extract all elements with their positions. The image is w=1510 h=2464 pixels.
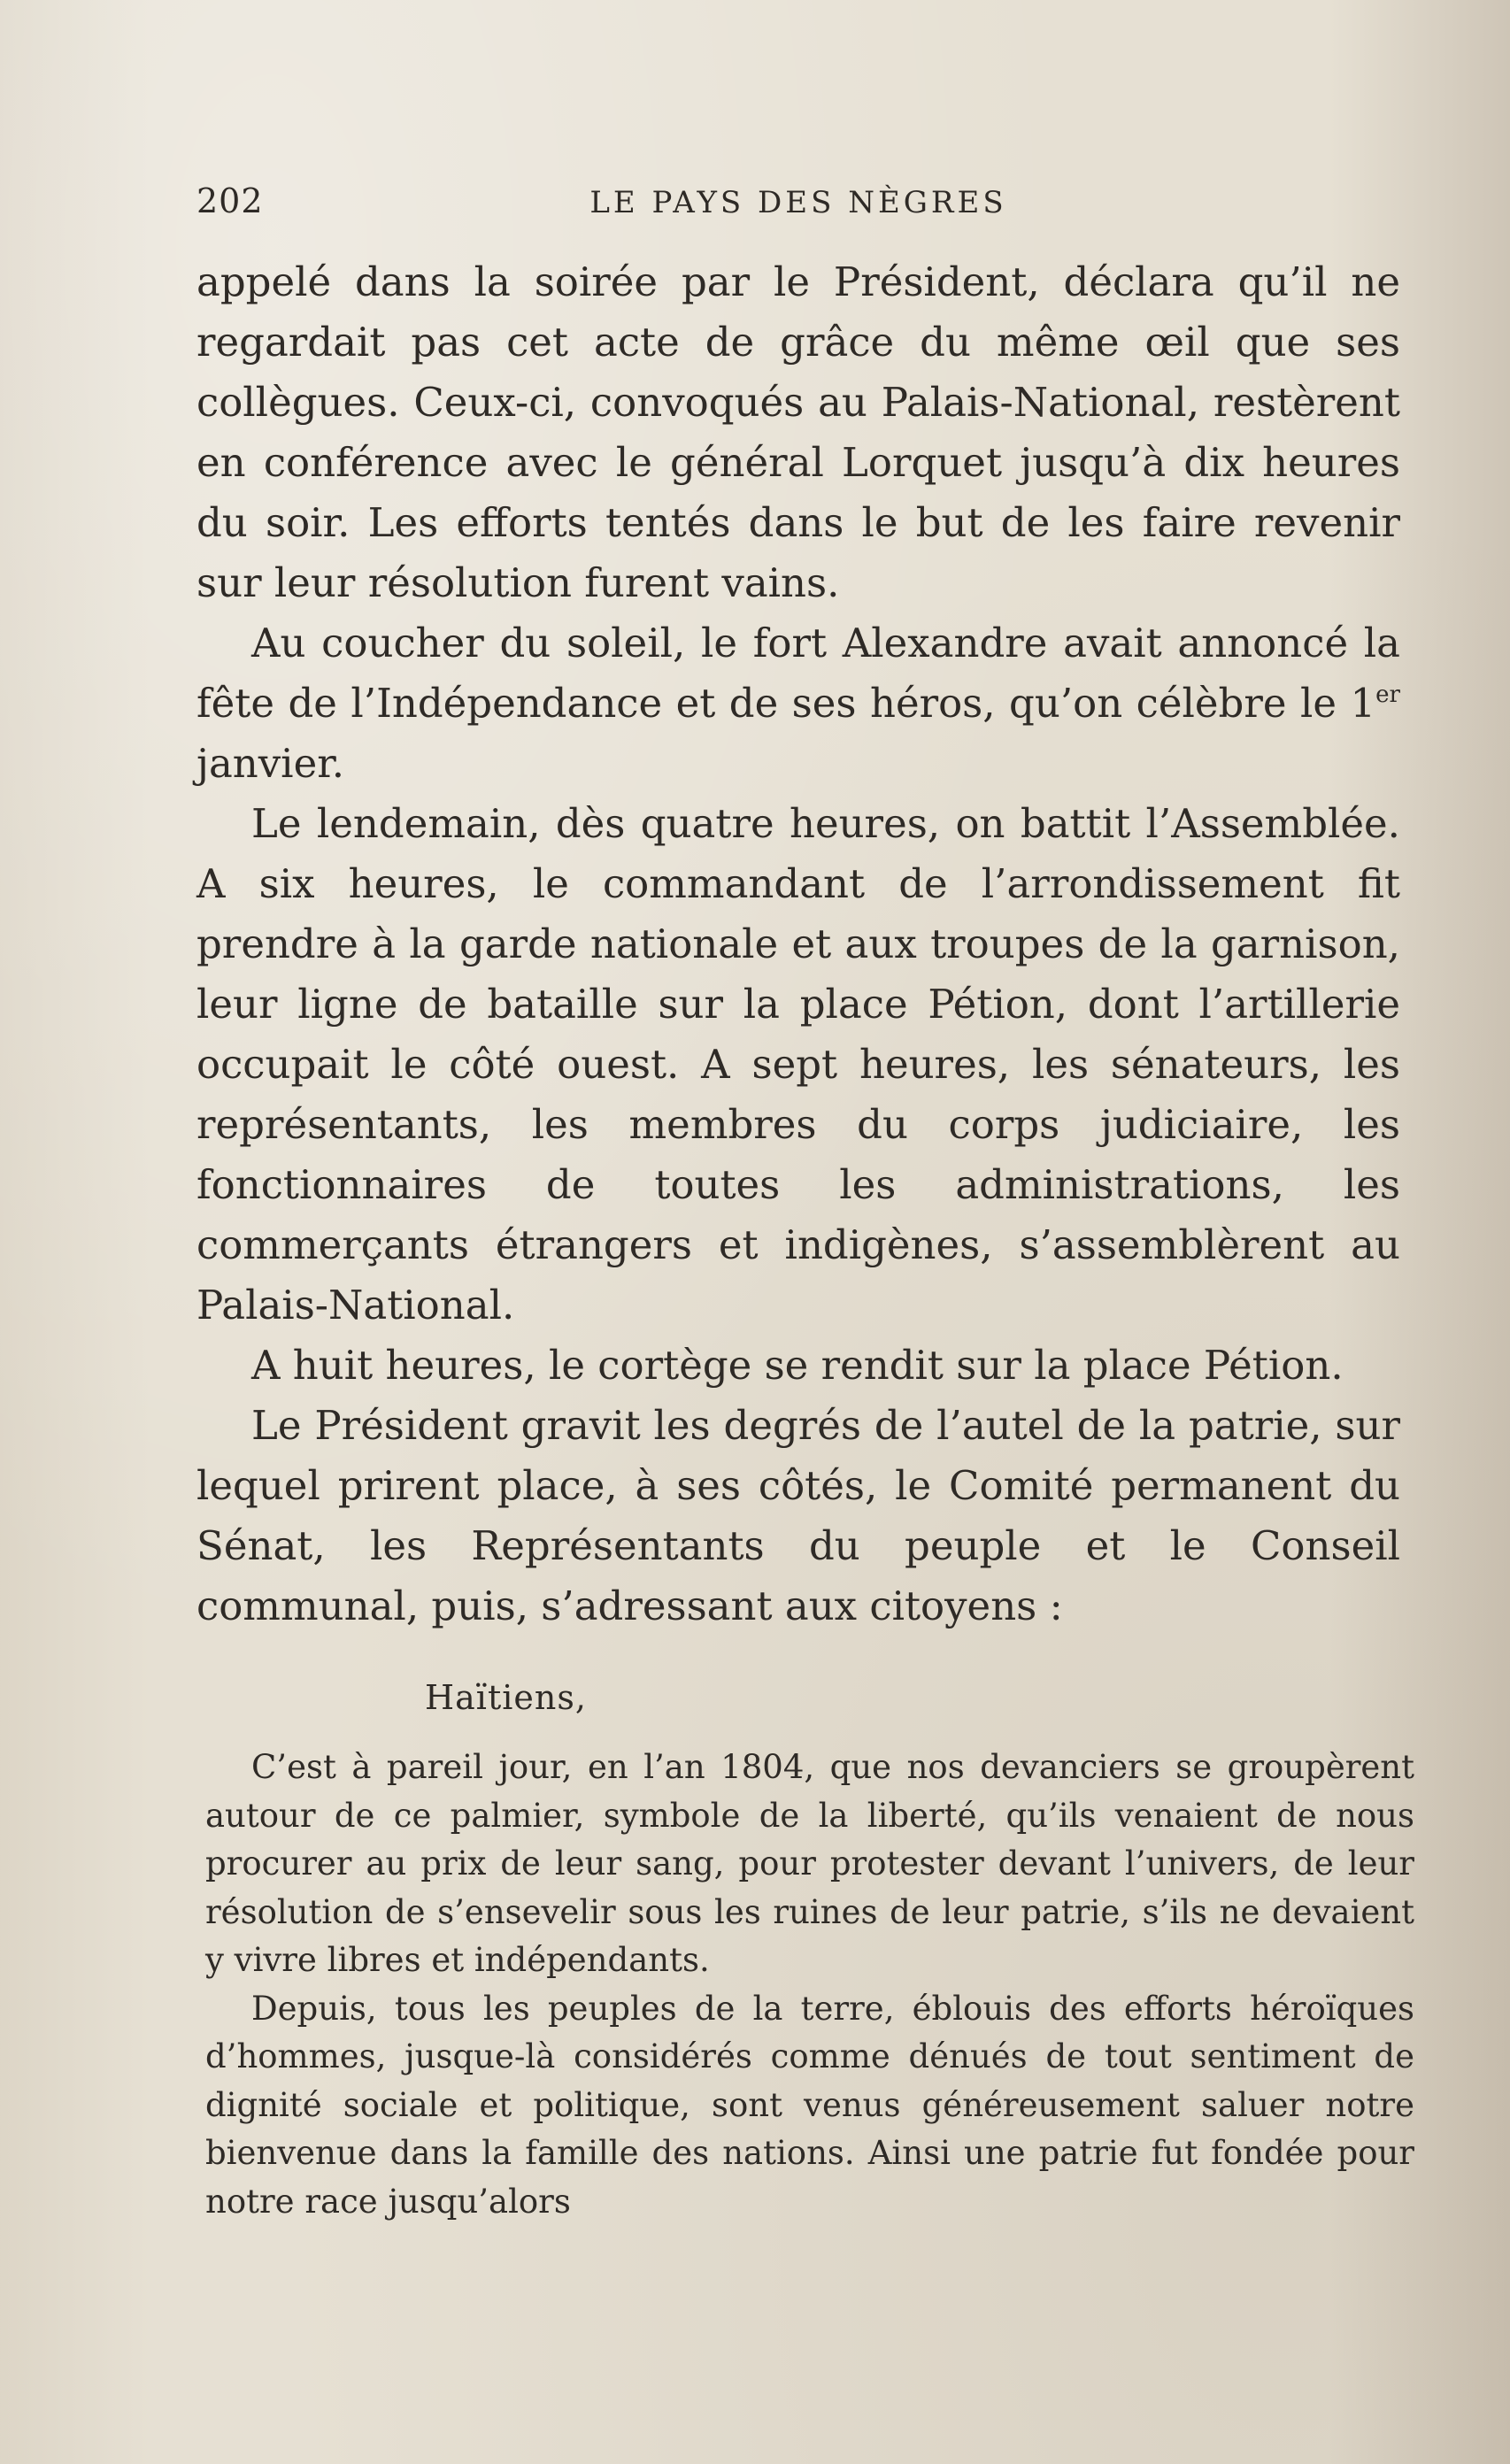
speech-salutation: Haïtiens, [425,1678,587,1717]
speech-paragraph: C’est à pareil jour, en l’an 1804, que nos devanciers se groupèrent autour de ce palmier, symbole de la liberté, qu’ils venaient de nous procurer au prix de leur sang, pour protester devant l’univers, de leur résolution de s’ensevelir sous les ruines de leur patrie, s’ils ne devaient y vivre libres et indépendants. [205,1748,1414,1979]
paragraph-sunset [196,613,1400,794]
page-number: 202 [196,181,264,220]
running-title: LE PAYS DES NÈGRES [589,185,1007,220]
paragraph-continuation: appelé dans la soirée par le Président, déclara qu’il ne regardait pas cet acte de grâce du même œil que ses collègues. Ceux-ci, convoqués au Palais-National, restèrent en conférence avec le général Lorquet jusqu’à dix heures du soir. Les efforts tentés dans le but de les faire revenir sur leur résolution furent vains. [196,258,1400,606]
page-header [196,181,1400,229]
date-number: 1 [1350,680,1376,727]
paragraph-cortege: A huit heures, le cortège se rendit sur la place Pétion. [251,1342,1344,1389]
date-month: janvier. [196,740,345,787]
paragraph-president: Le Président gravit les degrés de l’autel de la patrie, sur lequel prirent place, à ses côtés, le Comité permanent du Sénat, les Représentants du peuple et le Conseil communal, puis, s’adressant aux citoyens : [196,1402,1400,1629]
speech-text [205,1744,1414,2226]
date-suffix: er [1375,681,1400,709]
paragraph-ceremony: Le lendemain, dès quatre heures, on battit l’Assemblée. A six heures, le commandant de l’arrondissement fit prendre à la garde nationale et aux troupes de la garnison, leur ligne de bataille sur la place Pétion, dont l’artillerie occupait le côté ouest. A sept heures, les sénateurs, les représentants, les membres du corps judiciaire, les fonctionnaires de toutes les administrations, les commerçants étrangers et indigènes, s’assemblèrent au Palais-National. [196,800,1400,1328]
speech-paragraph: Depuis, tous les peuples de la terre, éblouis des efforts héroïques d’hommes, jusque-là considérés comme dénués de tout sentiment de dignité sociale et politique, sont venus généreusement saluer notre bienvenue dans la famille des nations. Ainsi une patrie fut fondée pour notre race jusqu’alors [205,1989,1414,2221]
main-text [196,252,1400,1636]
paragraph-sunset-text: Au coucher du soleil, le fort Alexandre avait annoncé la fête de l’Indépendance et de ses héros, qu’on célèbre le [196,620,1400,727]
